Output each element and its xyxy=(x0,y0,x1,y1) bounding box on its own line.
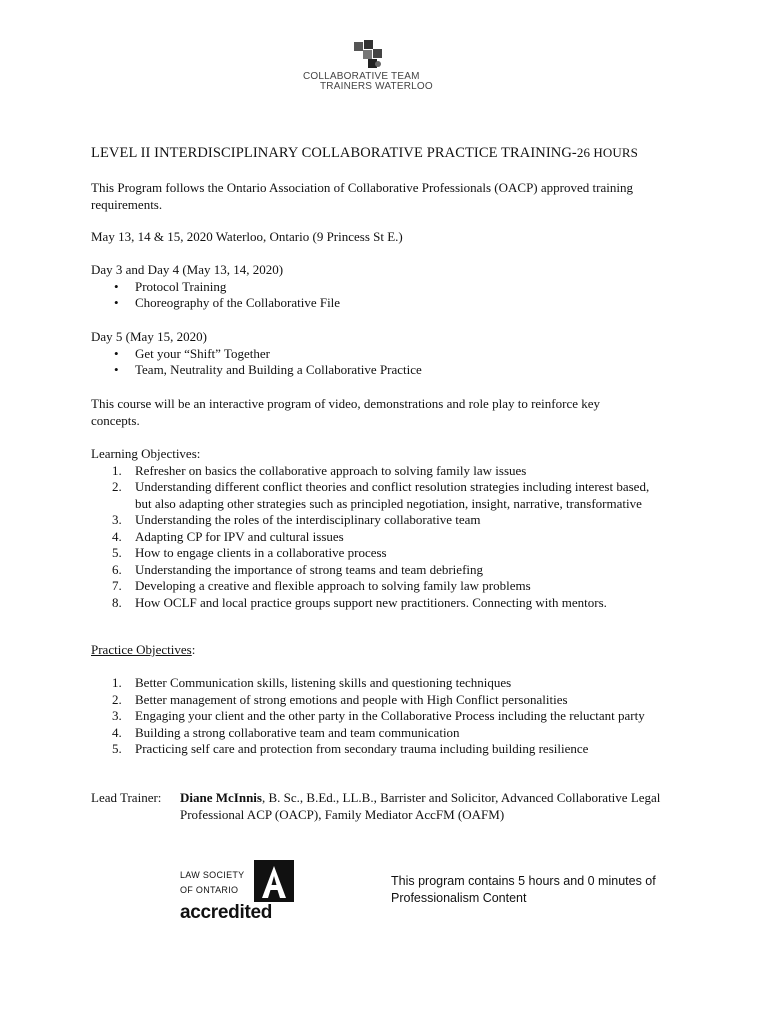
title-hours: 26 HOURS xyxy=(576,145,638,160)
day-topics-list xyxy=(91,346,691,379)
list-item: 5. How to engage clients in a collaborative process xyxy=(112,545,387,560)
organization-logo xyxy=(300,40,440,95)
law-society-accredited-logo xyxy=(180,860,300,924)
lso-line1: LAW SOCIETY xyxy=(180,870,245,880)
list-item: 2. Understanding different conflict theories and conflict resolution strategies including interest based, but also adapting other strategies such as principled negotiation, insight, narrative, transformative xyxy=(112,479,650,511)
puzzle-logo-icon xyxy=(352,40,386,70)
list-item: 1. Refresher on basics the collaborative approach to solving family law issues xyxy=(112,462,527,478)
list-item: 3. Engaging your client and the other party in the Collaborative Process including the reluctant party xyxy=(112,708,645,723)
list-item: 7. Developing a creative and flexible approach to solving family law problems xyxy=(112,578,531,593)
learning-objectives xyxy=(91,446,691,611)
day-heading: Day 5 (May 15, 2020) xyxy=(91,329,207,344)
logo-text-line1: COLLABORATIVE TEAM xyxy=(303,71,420,82)
list-item: 1. Better Communication skills, listening skills and questioning techniques xyxy=(112,675,512,690)
practice-objectives-heading: Practice Objectives: xyxy=(91,642,196,657)
accredited-wordmark: accredited xyxy=(180,902,273,923)
list-item: 4. Building a strong collaborative team and team communication xyxy=(112,724,460,740)
list-item: 8. How OCLF and local practice groups support new practitioners. Connecting with mentors. xyxy=(112,594,607,610)
list-item: 2. Better management of strong emotions and people with High Conflict personalities xyxy=(112,691,568,707)
day-heading: Day 3 and Day 4 (May 13, 14, 2020) xyxy=(91,262,284,277)
list-item: 3. Understanding the roles of the interdisciplinary collaborative team xyxy=(112,512,481,527)
list-item: • Get your “Shift” Together xyxy=(91,346,691,363)
title-main: LEVEL II INTERDISCIPLINARY COLLABORATIVE PRACTICE TRAINING- xyxy=(91,145,577,161)
list-item: 4. Adapting CP for IPV and cultural issues xyxy=(112,528,344,544)
list-item: • Choreography of the Collaborative File xyxy=(91,295,691,312)
professionalism-content-note: This program contains 5 hours and 0 minutes of Professionalism Content xyxy=(391,874,656,905)
list-item: 6. Understanding the importance of strong teams and team debriefing xyxy=(112,561,484,577)
learning-objectives-heading: Learning Objectives: xyxy=(91,446,201,461)
day-block-1 xyxy=(91,262,691,312)
logo-text-line2: TRAINERS WATERLOO xyxy=(320,81,433,92)
dates-line: May 13, 14 & 15, 2020 Waterloo, Ontario (9 Princess St E.) xyxy=(91,229,403,244)
practice-objectives-list xyxy=(91,675,711,758)
trainer-credentials: , B. Sc., B.Ed., LL.B., Barrister and Solicitor, Advanced Collaborative Legal Professional ACP (OACP), Family Mediator AccFM (OAFM) xyxy=(180,790,661,822)
accredited-a-icon xyxy=(254,860,294,902)
lead-trainer-details xyxy=(180,790,680,823)
list-item: • Protocol Training xyxy=(91,279,691,296)
document-title xyxy=(91,145,638,162)
lso-line2: OF ONTARIO xyxy=(180,885,239,895)
course-description: This course will be an interactive program of video, demonstrations and role play to reinforce key concepts. xyxy=(91,396,600,428)
day-topics-list xyxy=(91,279,691,312)
day-block-2 xyxy=(91,329,691,379)
list-item: 5. Practicing self care and protection from secondary trauma including building resilience xyxy=(112,741,589,756)
intro-paragraph: This Program follows the Ontario Association of Collaborative Professionals (OACP) approved training requirements. xyxy=(91,180,633,212)
lead-trainer-label: Lead Trainer: xyxy=(91,790,162,805)
learning-objectives-list xyxy=(91,463,691,612)
list-item: • Team, Neutrality and Building a Collaborative Practice xyxy=(91,362,691,379)
trainer-name: Diane McInnis xyxy=(180,790,262,805)
